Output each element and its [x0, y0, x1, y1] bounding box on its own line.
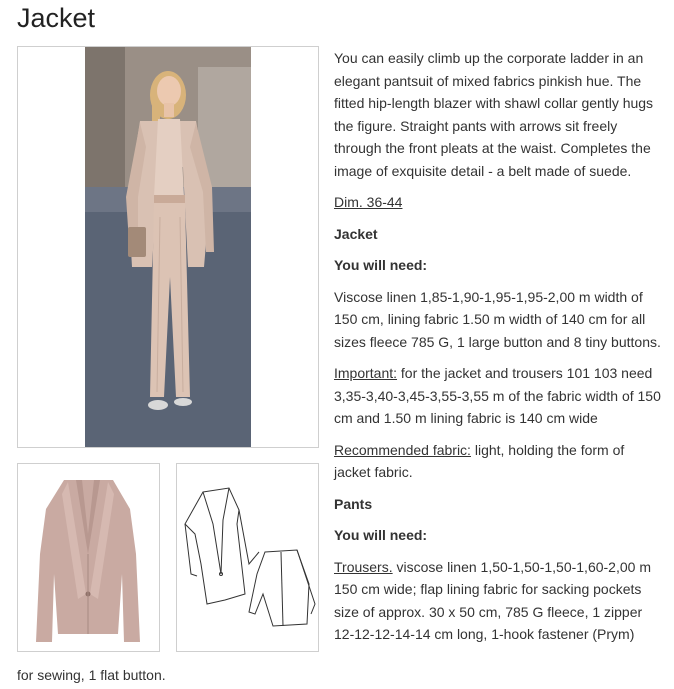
pants-heading: Pants — [334, 495, 373, 512]
jacket-photo-frame[interactable] — [17, 463, 160, 652]
description — [334, 47, 662, 655]
page-title: Jacket — [17, 3, 96, 33]
jacket-photo — [18, 464, 159, 651]
main-photo-frame[interactable] — [17, 46, 319, 448]
you-will-need-jacket: You will need: — [334, 257, 428, 273]
trousers-text: viscose linen 1,50-1,50-1,50-1,60-2,00 m 150 cm wide; flap lining fabric for sacking pockets size of approx. 30 x 50 cm, 785 G fleece, 1 zipper 12-12-12-14-14 cm long, 1-hook fastener (Prym) — [334, 558, 651, 642]
recommended-text: light, holding the form of jacket fabric. — [334, 441, 625, 480]
important-label: Important: — [334, 365, 398, 381]
trousers-paragraph — [334, 556, 662, 646]
important-text: for the jacket and trousers 101 103 need 3,35-3,40-3,45-3,55-3,55 m of the fabric width of 150 cm and 1.50 m lining fabric is 140 cm wide — [334, 365, 661, 426]
important-paragraph — [334, 362, 662, 430]
recommended-label: Recommended fabric: — [334, 441, 471, 458]
recommended-paragraph — [334, 439, 662, 484]
jacket-heading: Jacket — [334, 225, 378, 242]
sketch-frame[interactable] — [176, 463, 319, 652]
model-photo — [18, 47, 318, 447]
trousers-label: Trousers. — [334, 558, 393, 575]
you-will-need-pants: You will need: — [334, 527, 428, 543]
trousers-text-continued: for sewing, 1 flat button. — [17, 667, 166, 683]
dimensions-link[interactable]: Dim. 36-44 — [334, 194, 403, 210]
intro-text: You can easily climb up the corporate ladder in an elegant pantsuit of mixed fabrics pinkish hue. The fitted hip-length blazer with shawl collar gently hugs the figure. Straight pants with arrows sit freely through the front pleats at the waist. Completes the image of exquisite detail - a belt made of suede. — [334, 50, 654, 179]
jacket-sketch-icon — [177, 464, 318, 651]
jacket-materials: Viscose linen 1,85-1,90-1,95-1,95-2,00 m width of 150 cm, lining fabric 1.50 m width of 140 cm for all sizes fleece 785 G, 1 large button and 8 tiny buttons. — [334, 288, 661, 350]
